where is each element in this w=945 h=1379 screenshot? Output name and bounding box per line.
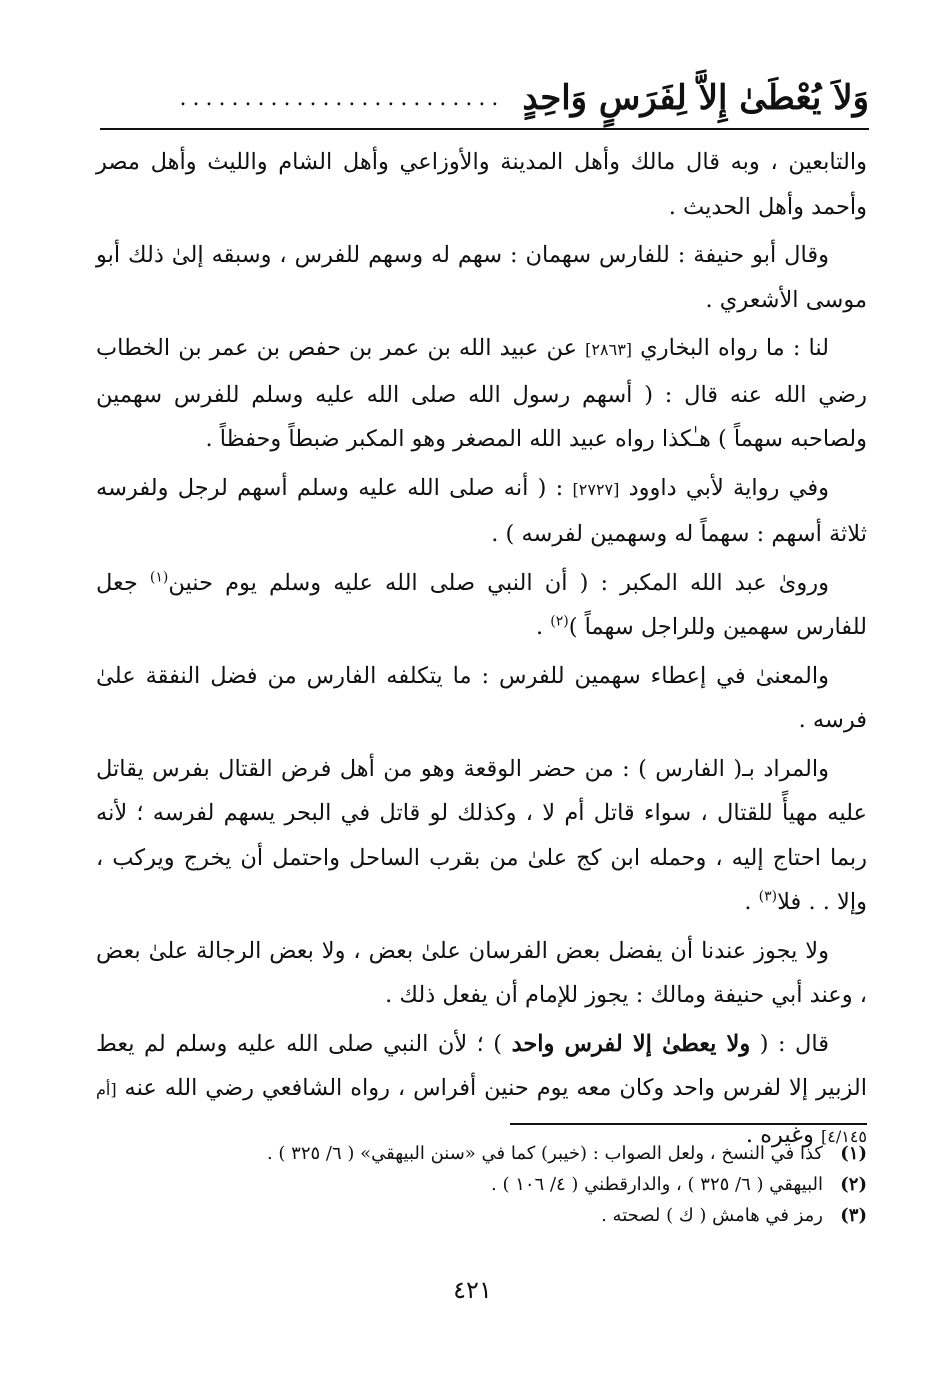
paragraph: وروىٰ عبد الله المكبر : ( أن النبي صلى الله عليه وسلم يوم حنين$^{(١)}$ جعل للفارس سهمين وللراجل سهماً )$^{(٢)}$ . bbox=[96, 569, 867, 640]
paragraph: قال : ( ولا يعطىٰ إلا لفرس واحد ) ؛ لأن النبي صلى الله عليه وسلم لم يعط الزبير إلا لفرس واحد وكان معه يوم حنين أفراس ، رواه الشافعي رضي الله عنه [أم ٤/١٤٥] وغيره . bbox=[96, 1030, 867, 1148]
footnote bbox=[96, 1169, 867, 1200]
paragraph: والمراد بـ( الفارس ) : من حضر الوقعة وهو من أهل فرض القتال بفرس يقاتل عليه مهيأً للقتال ، سواء قاتل أم لا ، وكذلك لو قاتل في البحر يسهم لفرسه ؛ لأنه ربما احتاج إليه ، وحمله ابن كج علىٰ من بقرب الساحل واحتمل أن يخرج ويركب ، وإلا . . فلا$^{(٣)}$ . bbox=[96, 755, 867, 915]
main-text bbox=[96, 140, 867, 1163]
footnote-number: (٣) bbox=[840, 1205, 867, 1226]
hadith-reference: [٢٧٢٧] bbox=[572, 479, 620, 499]
footnote-marker: (٣) bbox=[758, 888, 778, 905]
paragraph: لنا : ما رواه البخاري [٢٨٦٣] عن عبيد الله بن عمر بن حفص بن عمر بن الخطاب رضي الله عنه قال : ( أسهم رسول الله صلى الله عليه وسلم للفرس سهمين ولصاحبه سهماً ) هـٰكذا رواه عبيد الله المصغر وهو المكبر ضبطاً وحفظاً . bbox=[96, 335, 867, 452]
hadith-reference: [٢٨٦٣] bbox=[585, 340, 633, 359]
footnote bbox=[96, 1138, 867, 1169]
paragraph: وقال أبو حنيفة : للفارس سهمان : سهم له وسهم للفرس ، وسبقه إلىٰ ذلك أبو موسى الأشعري . bbox=[96, 242, 867, 313]
quoted-matn: ولا يعطىٰ إلا لفرس واحد bbox=[511, 1030, 751, 1057]
source-reference: [أم ٤/١٤٥] bbox=[96, 1080, 867, 1146]
footnotes bbox=[96, 1138, 867, 1231]
footnote-number: (٢) bbox=[840, 1174, 867, 1195]
paragraph: والمعنىٰ في إعطاء سهمين للفرس : ما يتكلفه الفارس من فضل النفقة علىٰ فرسه . bbox=[96, 662, 867, 733]
paragraph: ولا يجوز عندنا أن يفضل بعض الفرسان علىٰ بعض ، ولا بعض الرجالة علىٰ بعض ، وعند أبي حنيفة ومالك : يجوز للإمام أن يفعل ذلك . bbox=[96, 937, 867, 1008]
footnote-marker: (١) bbox=[149, 569, 169, 585]
footnote-marker: (٢) bbox=[550, 613, 569, 630]
footnote-rule bbox=[510, 1123, 867, 1125]
footnote-text: البيهقي ( ٦/ ٣٢٥ ) ، والدارقطني ( ٤/ ١٠٦ ) . bbox=[491, 1174, 823, 1195]
footnote-text: رمز في هامش ( ك ) لصحته . bbox=[601, 1205, 823, 1226]
header-leader-dots: ......................... bbox=[179, 85, 505, 111]
paragraph: والتابعين ، وبه قال مالك وأهل المدينة والأوزاعي وأهل الشام والليث وأهل مصر وأحمد وأهل الحديث . bbox=[96, 149, 867, 220]
page-number: ٤٢١ bbox=[453, 1276, 492, 1304]
running-header bbox=[100, 68, 869, 128]
paragraph: وفي رواية لأبي داوود [٢٧٢٧] : ( أنه صلى الله عليه وسلم أسهم لرجل ولفرسه ثلاثة أسهم : سهماً له وسهمين لفرسه ) . bbox=[96, 474, 867, 547]
footnote-number: (١) bbox=[840, 1143, 867, 1164]
header-rule bbox=[100, 128, 869, 130]
footnote bbox=[96, 1200, 867, 1231]
chapter-heading: وَلاَ يُعْطَىٰ إِلاَّ لِفَرَسٍ وَاحِدٍ bbox=[522, 78, 869, 118]
footnote-text: كذا في النسخ ، ولعل الصواب : (خيبر) كما في «سنن البيهقي» ( ٦/ ٣٢٥ ) . bbox=[266, 1143, 823, 1164]
